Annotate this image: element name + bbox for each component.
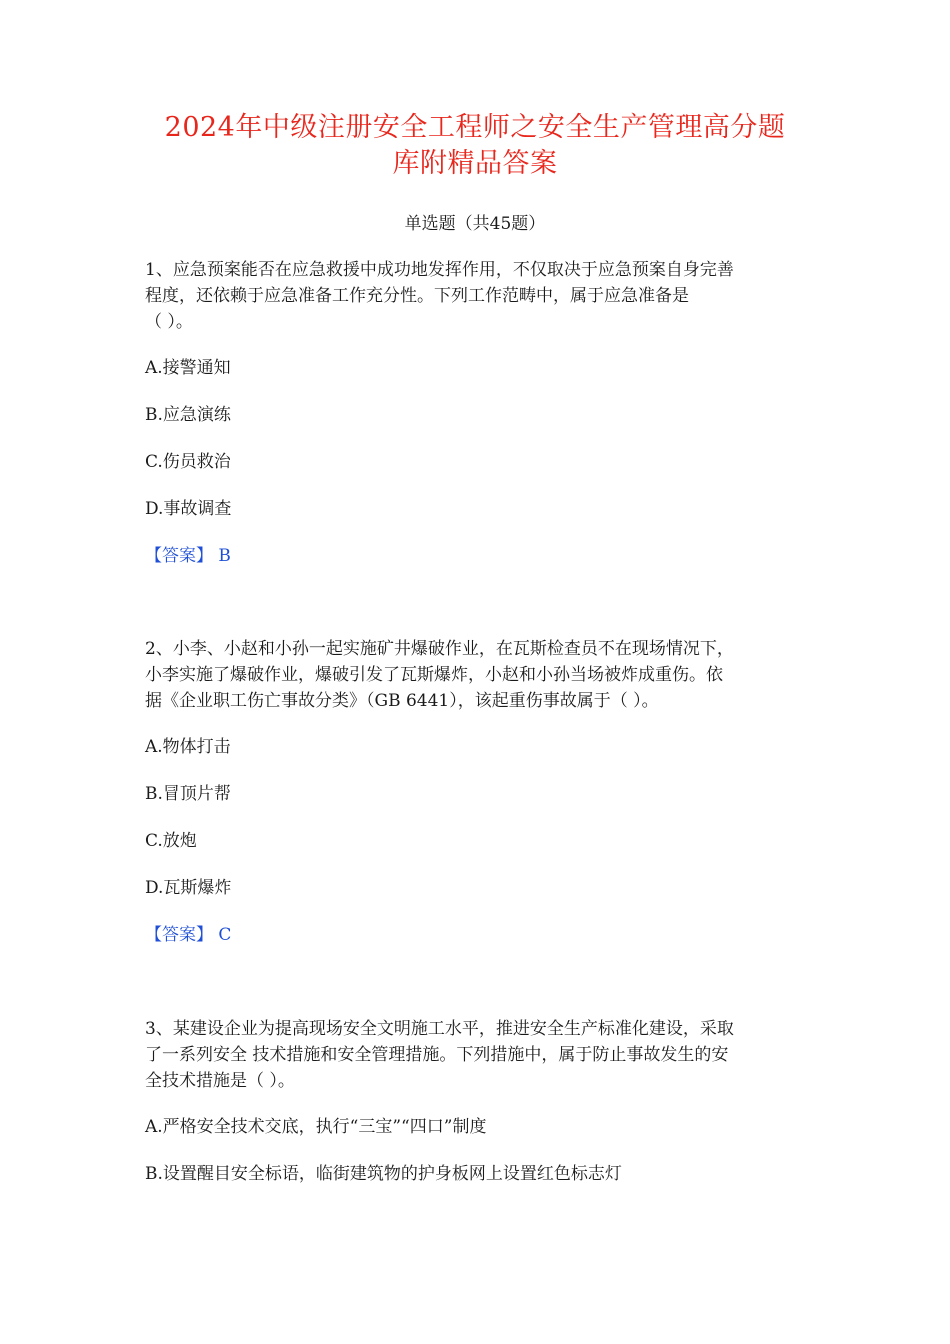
question-1-option-b: B.应急演练: [145, 405, 231, 425]
question-1-option-a: A.接警通知: [145, 358, 231, 378]
question-1-option-d: D.事故调查: [145, 499, 232, 519]
question-2-stem-line: 2、小李、小赵和小孙一起实施矿井爆破作业，在瓦斯检查员不在现场情况下，: [145, 639, 734, 659]
answer-label: 【答案】: [145, 925, 213, 945]
question-3-option-b: B.设置醒目安全标语，临街建筑物的护身板网上设置红色标志灯: [145, 1164, 622, 1184]
question-2-stem-line: 据《企业职工伤亡事故分类》（GB 6441），该起重伤事故属于（ ）。: [145, 691, 659, 711]
answer-label: 【答案】: [145, 546, 213, 566]
question-2-answer: [145, 923, 231, 947]
answer-value: B: [218, 546, 231, 566]
document-title-line-1: 2024年中级注册安全工程师之安全生产管理高分题: [164, 112, 786, 143]
question-1-stem-line: 程度，还依赖于应急准备工作充分性。下列工作范畴中，属于应急准备是: [145, 286, 689, 306]
question-3-stem-line: 了一系列安全 技术措施和安全管理措施。下列措施中，属于防止事故发生的安: [145, 1045, 729, 1065]
question-1-stem-line: （ ）。: [145, 312, 193, 332]
question-2-option-a: A.物体打击: [145, 737, 231, 757]
question-1-answer: [145, 544, 231, 568]
question-3-option-a: A.严格安全技术交底，执行“三宝”“四口”制度: [145, 1117, 487, 1137]
question-2-option-b: B.冒顶片帮: [145, 784, 231, 804]
question-1-stem-line: 1、应急预案能否在应急救援中成功地发挥作用，不仅取决于应急预案自身完善: [145, 260, 734, 280]
section-heading: 单选题（共45题）: [404, 214, 546, 234]
question-3-stem-line: 3、某建设企业为提高现场安全文明施工水平，推进安全生产标准化建设，采取: [145, 1019, 734, 1039]
question-2-stem-line: 小李实施了爆破作业，爆破引发了瓦斯爆炸，小赵和小孙当场被炸成重伤。依: [145, 665, 723, 685]
answer-value: C: [218, 925, 232, 945]
question-2-option-c: C.放炮: [145, 831, 197, 851]
document-title-line-2: 库附精品答案: [392, 148, 558, 179]
question-2-option-d: D.瓦斯爆炸: [145, 878, 232, 898]
question-1-option-c: C.伤员救治: [145, 452, 231, 472]
question-3-stem-line: 全技术措施是（ ）。: [145, 1071, 295, 1091]
